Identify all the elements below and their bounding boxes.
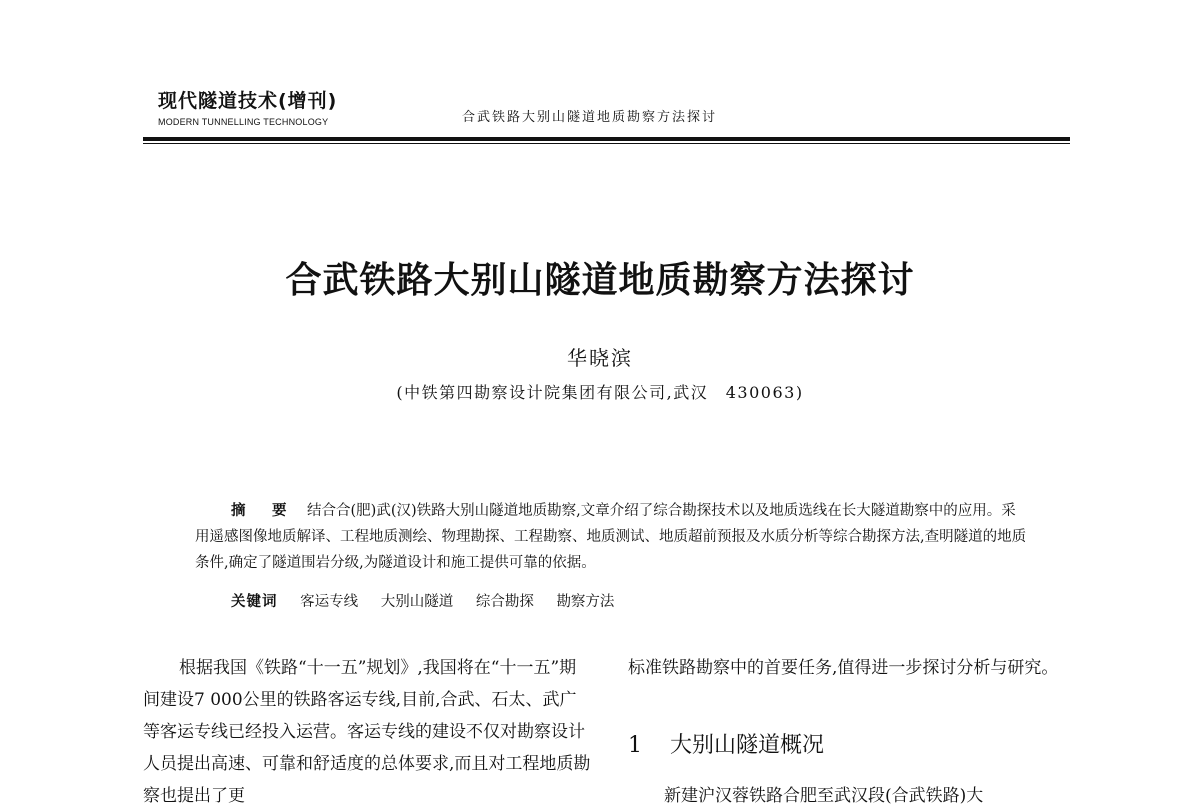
section-heading [628,728,824,759]
paper-title: 合武铁路大别山隧道地质勘察方法探讨 [285,259,915,301]
keywords-label: 关键词 [231,594,278,610]
abstract-text: 结合合(肥)武(汉)铁路大别山隧道地质勘察,文章介绍了综合勘探技术以及地质选线在长大隧道勘察中的应用。采用遥感图像地质解译、工程地质测绘、物理勘探、工程勘察、地质测试、地质超前预报及水质分析等综合勘探方法,查明隧道的地质条件,确定了隧道围岩分级,为隧道设计和施工提供可靠的依据。 [195,503,1027,571]
author-name: 华晓滨 [567,346,633,370]
keyword-item: 客运专线 [300,594,359,610]
section-number: 1 [628,733,642,758]
intro-paragraph-continued: 标准铁路勘察中的首要任务,值得进一步探讨分析与研究。 [628,658,1059,678]
section-title: 大别山隧道概况 [670,733,825,758]
journal-name-en: MODERN TUNNELLING TECHNOLOGY [158,117,329,127]
header-rule [143,137,1070,141]
journal-header [158,90,337,127]
author-affiliation: (中铁第四勘察设计院集团有限公司,武汉 430063) [396,383,804,402]
header-rule-thin [143,143,1070,144]
abstract-label: 摘 要 [231,503,293,519]
keyword-item: 大别山隧道 [380,594,454,610]
intro-paragraph: 根据我国《铁路“十一五”规划》,我国将在“十一五”期间建设7 000公里的铁路客运专线,目前,合武、石太、武广等客运专线已经投入运营。客运专线的建设不仅对勘察设计人员提出高速、可靠和舒适度的总体要求,而且对工程地质勘察也提出了更 [143,658,591,806]
keyword-item: 勘察方法 [556,594,615,610]
abstract [195,498,1030,576]
keywords [231,590,632,611]
journal-name-cn: 现代隧道技术(增刊) [158,90,338,112]
keyword-item: 综合勘探 [475,594,534,610]
section-paragraph: 新建沪汉蓉铁路合肥至武汉段(合武铁路)大 [664,786,984,806]
running-title: 合武铁路大别山隧道地质勘察方法探讨 [462,110,718,125]
